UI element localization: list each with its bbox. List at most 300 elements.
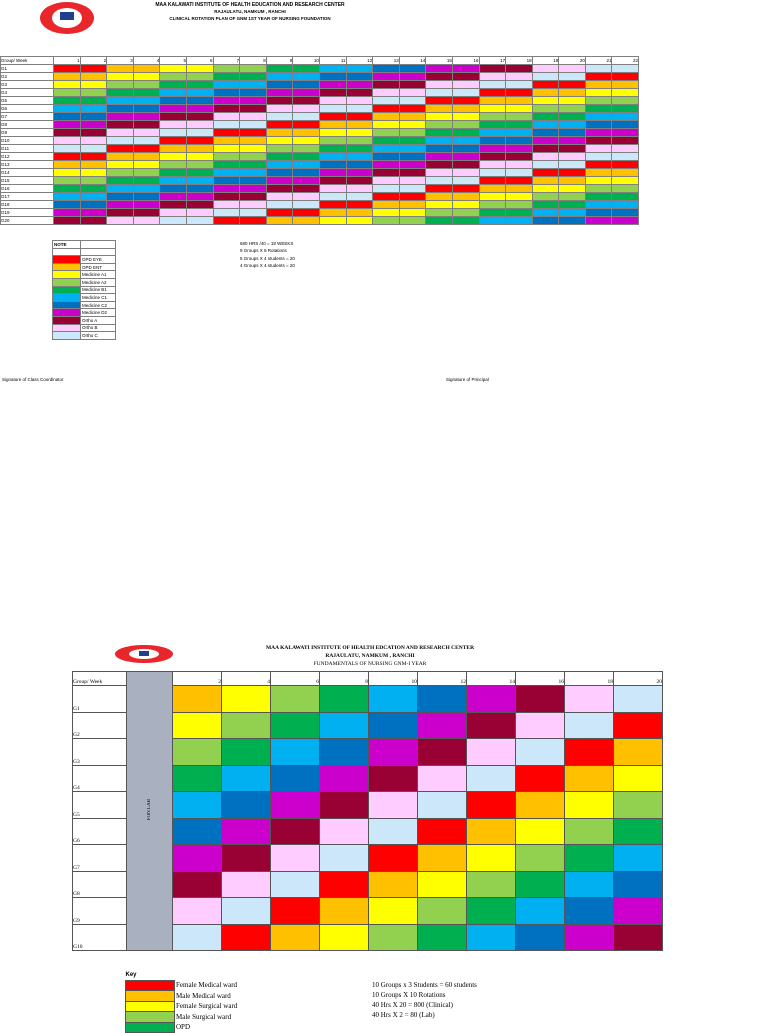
top-rotation-cell	[559, 89, 586, 97]
key-item	[126, 991, 238, 1002]
top-rotation-cell	[133, 121, 160, 129]
top-title-3: CLINICAL ROTATION PLAN OF GNM 1ST YEAR OF NURSING FOUNDATION	[169, 16, 331, 21]
top-rotation-cell	[399, 97, 426, 105]
bottom-rotation-cell	[565, 739, 614, 766]
note-item	[53, 332, 116, 340]
bottom-rotation-cell	[418, 898, 467, 925]
bottom-rotation-cell	[614, 712, 663, 739]
top-week-header: 10	[293, 57, 320, 65]
top-rotation-cell	[54, 209, 81, 217]
top-rotation-cell	[426, 81, 453, 89]
top-rotation-cell	[80, 65, 107, 73]
note-swatch	[53, 309, 81, 317]
top-rotation-cell	[532, 137, 559, 145]
top-rotation-cell	[293, 161, 320, 169]
top-week-header: 9	[266, 57, 293, 65]
bottom-rotation-cell	[565, 898, 614, 925]
key-title: Key	[125, 971, 137, 978]
bottom-rotation-cell	[271, 792, 320, 819]
bottom-week-header: 8	[320, 672, 369, 686]
note-item	[53, 286, 116, 294]
top-rotation-cell	[186, 161, 213, 169]
note-swatch	[53, 324, 81, 332]
top-rotation-cell	[373, 161, 400, 169]
top-rotation-cell	[426, 145, 453, 153]
note-swatch	[53, 263, 81, 271]
key-label: OPD	[176, 1023, 191, 1032]
top-rotation-cell	[426, 201, 453, 209]
top-rotation-cell	[54, 129, 81, 137]
top-rotation-cell	[213, 153, 240, 161]
bottom-rotation-cell	[320, 765, 369, 792]
top-group-label: G2	[1, 73, 54, 81]
bottom-rotation-cell	[516, 924, 565, 951]
top-rotation-cell	[612, 201, 639, 209]
top-rotation-cell	[506, 129, 533, 137]
bottom-week-header: 16	[516, 672, 565, 686]
top-group-label: G12	[1, 153, 54, 161]
top-rotation-cell	[133, 97, 160, 105]
bottom-week-header: 6	[271, 672, 320, 686]
top-rotation-cell	[532, 145, 559, 153]
top-rotation-cell	[426, 73, 453, 81]
top-rotation-cell	[506, 137, 533, 145]
top-rotation-cell	[532, 121, 559, 129]
top-rotation-cell	[107, 177, 134, 185]
top-rotation-cell	[186, 209, 213, 217]
calc-line-3: 5 Groups X 4 students = 20	[240, 256, 295, 261]
top-rotation-cell	[506, 153, 533, 161]
top-rotation-cell	[452, 81, 479, 89]
top-rotation-cell	[532, 169, 559, 177]
top-week-header: 2	[80, 57, 107, 65]
top-rotation-cell	[80, 73, 107, 81]
top-rotation-cell	[612, 89, 639, 97]
top-rotation-cell	[240, 129, 267, 137]
bottom-rotation-cell	[614, 739, 663, 766]
top-rotation-cell	[399, 169, 426, 177]
top-rotation-cell	[559, 105, 586, 113]
note-header-blank	[81, 241, 116, 249]
bottom-rotation-cell	[614, 686, 663, 713]
top-rotation-cell	[559, 81, 586, 89]
top-rotation-cell	[213, 113, 240, 121]
top-rotation-cell	[346, 65, 373, 73]
top-rotation-cell	[479, 105, 506, 113]
top-rotation-cell	[585, 73, 612, 81]
top-rotation-cell	[213, 65, 240, 73]
bottom-note-4: 40 Hrs X 2 = 80 (Lab)	[372, 1011, 435, 1019]
note-item	[53, 256, 116, 264]
top-group-row	[1, 121, 639, 129]
bottom-rotation-cell	[418, 739, 467, 766]
top-rotation-cell	[373, 129, 400, 137]
top-rotation-cell	[585, 145, 612, 153]
bottom-rotation-cell	[614, 818, 663, 845]
top-rotation-cell	[373, 217, 400, 225]
top-rotation-cell	[532, 209, 559, 217]
top-rotation-cell	[373, 137, 400, 145]
top-rotation-cell	[107, 65, 134, 73]
top-rotation-cell	[346, 129, 373, 137]
top-rotation-cell	[399, 193, 426, 201]
top-rotation-cell	[186, 185, 213, 193]
top-rotation-cell	[186, 145, 213, 153]
bottom-rotation-cell	[222, 792, 271, 819]
top-rotation-cell	[80, 209, 107, 217]
top-rotation-cell	[373, 169, 400, 177]
top-rotation-cell	[107, 145, 134, 153]
top-rotation-cell	[452, 201, 479, 209]
bottom-rotation-cell	[222, 686, 271, 713]
top-rotation-cell	[80, 89, 107, 97]
top-group-row	[1, 153, 639, 161]
top-rotation-cell	[346, 137, 373, 145]
top-rotation-cell	[240, 185, 267, 193]
note-blank-cell	[53, 248, 81, 256]
top-rotation-cell	[479, 145, 506, 153]
top-rotation-cell	[612, 105, 639, 113]
top-rotation-cell	[240, 73, 267, 81]
top-rotation-cell	[240, 209, 267, 217]
note-item	[53, 309, 116, 317]
bottom-rotation-cell	[173, 739, 222, 766]
bottom-rotation-cell	[173, 792, 222, 819]
top-rotation-cell	[133, 137, 160, 145]
bottom-rotation-cell	[271, 739, 320, 766]
top-rotation-cell	[54, 193, 81, 201]
top-rotation-cell	[319, 193, 346, 201]
top-rotation-cell	[612, 193, 639, 201]
top-rotation-cell	[506, 81, 533, 89]
bottom-rotation-cell	[418, 712, 467, 739]
top-rotation-cell	[240, 121, 267, 129]
top-rotation-cell	[559, 201, 586, 209]
top-rotation-cell	[452, 97, 479, 105]
top-rotation-cell	[186, 129, 213, 137]
bottom-rotation-cell	[467, 871, 516, 898]
top-rotation-cell	[186, 217, 213, 225]
bottom-rotation-cell	[565, 924, 614, 951]
top-rotation-cell	[479, 81, 506, 89]
note-item	[53, 301, 116, 309]
bottom-rotation-cell	[173, 924, 222, 951]
top-rotation-cell	[80, 161, 107, 169]
bottom-rotation-cell	[320, 739, 369, 766]
top-group-label: G17	[1, 193, 54, 201]
top-rotation-cell	[133, 153, 160, 161]
top-rotation-cell	[612, 145, 639, 153]
institute-logo-bottom	[115, 645, 173, 663]
top-rotation-cell	[559, 73, 586, 81]
top-rotation-cell	[133, 209, 160, 217]
key-item	[126, 1001, 238, 1012]
top-week-header: 19	[532, 57, 559, 65]
top-week-header: 14	[399, 57, 426, 65]
bottom-rotation-cell	[173, 845, 222, 872]
top-rotation-cell	[585, 153, 612, 161]
top-rotation-cell	[266, 177, 293, 185]
bottom-group-label: G6	[73, 818, 127, 845]
bottom-group-label: G1	[73, 686, 127, 713]
top-rotation-cell	[506, 145, 533, 153]
top-week-header: 6	[186, 57, 213, 65]
bottom-rotation-cell	[271, 871, 320, 898]
top-rotation-cell	[80, 185, 107, 193]
calc-line-4: 4 Groups X 4 students = 20	[240, 263, 295, 268]
top-rotation-cell	[213, 89, 240, 97]
top-rotation-cell	[426, 105, 453, 113]
top-rotation-cell	[585, 161, 612, 169]
top-rotation-cell	[585, 89, 612, 97]
top-group-label: G4	[1, 89, 54, 97]
note-swatch	[53, 278, 81, 286]
top-rotation-cell	[54, 97, 81, 105]
bottom-rotation-cell	[516, 712, 565, 739]
top-rotation-cell	[107, 201, 134, 209]
top-rotation-cell	[160, 73, 187, 81]
top-rotation-cell	[133, 65, 160, 73]
top-rotation-cell	[532, 153, 559, 161]
top-rotation-cell	[240, 145, 267, 153]
top-rotation-cell	[213, 97, 240, 105]
top-group-label: G15	[1, 177, 54, 185]
top-rotation-cell	[559, 193, 586, 201]
top-rotation-cell	[373, 113, 400, 121]
top-rotation-cell	[426, 97, 453, 105]
top-rotation-cell	[319, 185, 346, 193]
bottom-rotation-cell	[173, 898, 222, 925]
bottom-rotation-cell	[320, 924, 369, 951]
top-rotation-cell	[80, 193, 107, 201]
top-rotation-cell	[319, 201, 346, 209]
top-rotation-cell	[479, 89, 506, 97]
top-rotation-cell	[532, 105, 559, 113]
top-rotation-cell	[399, 65, 426, 73]
top-rotation-cell	[399, 105, 426, 113]
top-rotation-cell	[452, 65, 479, 73]
top-rotation-cell	[293, 65, 320, 73]
bottom-title-2: RAJAULATU, NAMKUM , RANCHI	[325, 653, 415, 659]
bottom-rotation-cell	[320, 898, 369, 925]
top-week-header: 21	[585, 57, 612, 65]
top-rotation-cell	[293, 105, 320, 113]
top-rotation-cell	[426, 113, 453, 121]
top-rotation-cell	[160, 217, 187, 225]
top-rotation-cell	[479, 153, 506, 161]
top-rotation-cell	[266, 145, 293, 153]
top-rotation-cell	[506, 169, 533, 177]
top-rotation-cell	[559, 217, 586, 225]
top-rotation-cell	[107, 105, 134, 113]
top-rotation-cell	[186, 89, 213, 97]
top-rotation-cell	[399, 201, 426, 209]
top-rotation-cell	[160, 185, 187, 193]
bottom-rotation-cell	[369, 845, 418, 872]
top-rotation-cell	[186, 193, 213, 201]
top-rotation-cell	[133, 105, 160, 113]
top-rotation-cell	[293, 217, 320, 225]
bottom-rotation-cell	[565, 845, 614, 872]
top-rotation-cell	[160, 193, 187, 201]
top-rotation-cell	[532, 185, 559, 193]
top-rotation-cell	[54, 185, 81, 193]
top-rotation-cell	[266, 217, 293, 225]
top-rotation-cell	[266, 209, 293, 217]
top-rotation-cell	[107, 129, 134, 137]
top-rotation-cell	[426, 65, 453, 73]
top-rotation-cell	[319, 145, 346, 153]
note-label: Medicine A1	[81, 271, 116, 279]
bottom-rotation-cell	[222, 818, 271, 845]
top-rotation-cell	[80, 105, 107, 113]
note-header: NOTE	[53, 241, 81, 249]
top-rotation-cell	[506, 113, 533, 121]
top-rotation-cell	[107, 113, 134, 121]
top-rotation-cell	[266, 65, 293, 73]
bottom-rotation-cell	[467, 818, 516, 845]
top-rotation-cell	[186, 73, 213, 81]
top-rotation-cell	[479, 73, 506, 81]
note-label: Ortho C	[81, 332, 116, 340]
bottom-group-label: G4	[73, 765, 127, 792]
top-rotation-cell	[133, 129, 160, 137]
top-week-header: 11	[319, 57, 346, 65]
top-rotation-cell	[133, 177, 160, 185]
top-rotation-cell	[373, 81, 400, 89]
bottom-note-1: 10 Groups x 3 Students = 60 students	[372, 981, 477, 989]
top-rotation-cell	[80, 169, 107, 177]
top-week-header: 22	[612, 57, 639, 65]
top-rotation-cell	[532, 217, 559, 225]
note-swatch	[53, 271, 81, 279]
top-rotation-cell	[213, 169, 240, 177]
top-rotation-cell	[559, 153, 586, 161]
bottom-rotation-cell	[369, 765, 418, 792]
top-group-label: G10	[1, 137, 54, 145]
top-rotation-cell	[399, 177, 426, 185]
top-group-row	[1, 217, 639, 225]
top-rotation-cell	[585, 217, 612, 225]
top-rotation-cell	[107, 89, 134, 97]
top-rotation-cell	[266, 113, 293, 121]
top-rotation-cell	[213, 121, 240, 129]
top-rotation-cell	[452, 89, 479, 97]
note-label: OPD ENT	[81, 263, 116, 271]
bottom-note-2: 10 Groups X 10 Rotations	[372, 991, 446, 999]
bottom-rotation-cell	[369, 686, 418, 713]
top-rotation-cell	[585, 129, 612, 137]
bottom-rotation-cell	[467, 765, 516, 792]
top-rotation-cell	[319, 177, 346, 185]
bottom-rotation-cell	[173, 712, 222, 739]
top-rotation-cell	[559, 65, 586, 73]
top-week-header: 15	[426, 57, 453, 65]
key-swatch	[126, 991, 175, 1002]
bottom-rotation-cell	[369, 712, 418, 739]
top-rotation-cell	[452, 217, 479, 225]
top-rotation-cell	[506, 201, 533, 209]
bottom-group-label: G8	[73, 871, 127, 898]
top-rotation-cell	[452, 129, 479, 137]
top-rotation-cell	[452, 153, 479, 161]
top-group-row	[1, 97, 639, 105]
bottom-notes	[372, 980, 477, 1020]
top-rotation-cell	[160, 161, 187, 169]
bottom-group-label: G3	[73, 739, 127, 766]
top-rotation-cell	[293, 97, 320, 105]
top-rotation-cell	[293, 81, 320, 89]
bottom-rotation-cell	[320, 818, 369, 845]
top-rotation-cell	[506, 177, 533, 185]
top-rotation-cell	[612, 153, 639, 161]
bottom-rotation-cell	[271, 924, 320, 951]
calc-line-2: 9 Groups X 9 Rotations	[240, 248, 287, 253]
top-week-header: 16	[452, 57, 479, 65]
top-rotation-cell	[373, 209, 400, 217]
top-rotation-cell	[585, 97, 612, 105]
top-rotation-cell	[399, 137, 426, 145]
bottom-rotation-cell	[418, 792, 467, 819]
top-group-row	[1, 89, 639, 97]
bottom-week-header: 4	[222, 672, 271, 686]
top-rotation-cell	[612, 121, 639, 129]
bottom-rotation-cell	[418, 818, 467, 845]
top-group-label: G8	[1, 121, 54, 129]
top-rotation-cell	[80, 177, 107, 185]
bottom-rotation-cell	[614, 765, 663, 792]
top-rotation-cell	[426, 129, 453, 137]
top-rotation-cell	[80, 137, 107, 145]
top-rotation-cell	[479, 185, 506, 193]
bottom-rotation-cell	[467, 739, 516, 766]
bottom-rotation-cell	[222, 898, 271, 925]
top-rotation-cell	[213, 145, 240, 153]
bottom-rotation-cell	[516, 739, 565, 766]
top-rotation-cell	[426, 177, 453, 185]
top-rotation-table	[0, 56, 639, 225]
top-rotation-cell	[160, 65, 187, 73]
top-rotation-cell	[506, 161, 533, 169]
top-rotation-cell	[80, 153, 107, 161]
top-rotation-cell	[479, 97, 506, 105]
top-rotation-cell	[399, 89, 426, 97]
top-rotation-cell	[479, 201, 506, 209]
top-rotation-cell	[373, 193, 400, 201]
fon-lab-label: FON LAB	[147, 799, 152, 821]
bottom-rotation-cell	[173, 871, 222, 898]
top-rotation-cell	[54, 177, 81, 185]
bottom-week-header: 10	[369, 672, 418, 686]
bottom-rotation-cell	[222, 765, 271, 792]
top-rotation-cell	[585, 201, 612, 209]
note-legend	[52, 240, 116, 340]
top-rotation-cell	[426, 121, 453, 129]
top-rotation-cell	[160, 129, 187, 137]
top-rotation-cell	[399, 145, 426, 153]
note-label: Medicine B1	[81, 286, 116, 294]
top-group-label: G13	[1, 161, 54, 169]
note-swatch	[53, 294, 81, 302]
bottom-header-label: Group/ Week	[73, 672, 127, 686]
bottom-group-label: G7	[73, 845, 127, 872]
top-week-header: 7	[213, 57, 240, 65]
bottom-rotation-cell	[222, 712, 271, 739]
bottom-rotation-cell	[271, 765, 320, 792]
top-rotation-cell	[399, 217, 426, 225]
top-rotation-cell	[426, 89, 453, 97]
top-rotation-cell	[585, 177, 612, 185]
